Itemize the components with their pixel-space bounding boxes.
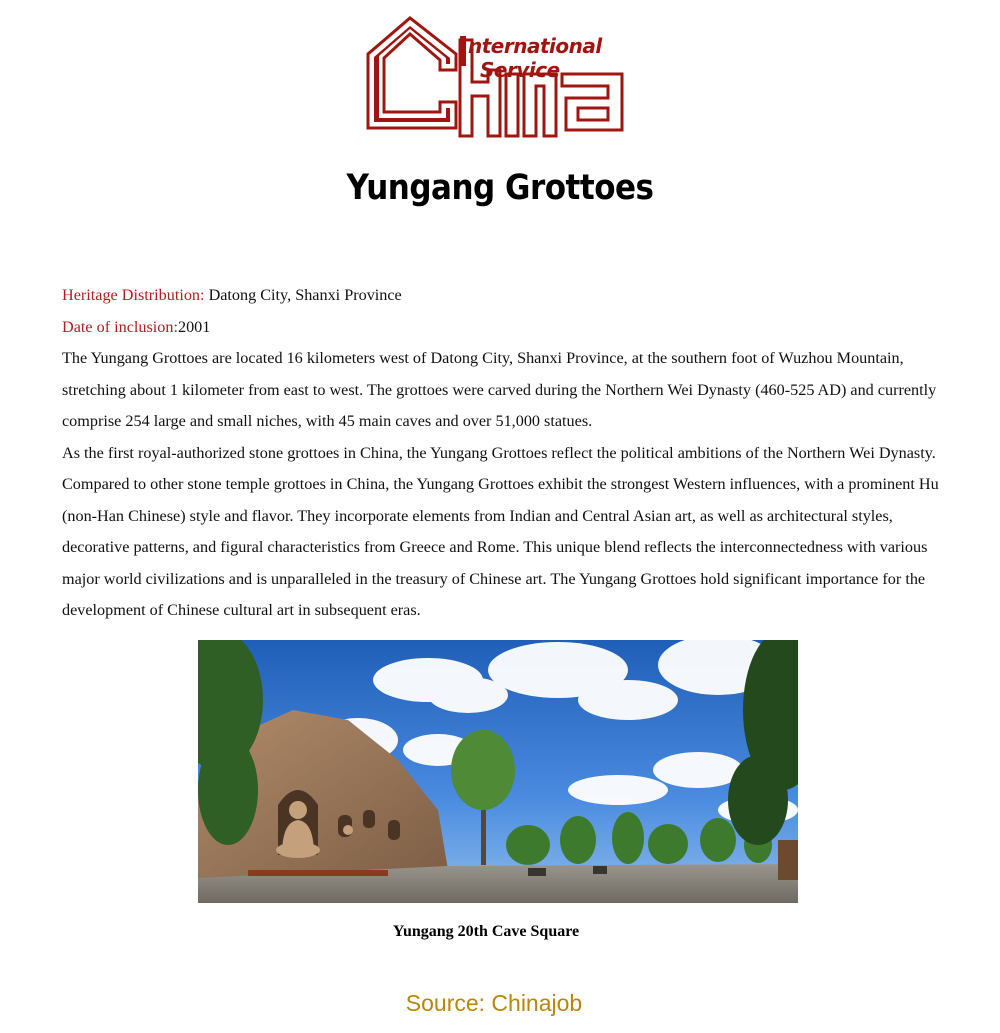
paragraph-location: The Yungang Grottoes are located 16 kilometers west of Datong City, Shanxi Province, at the southern foot of Wuzhou Mountain, stretching about 1 kilometer from east to west. The grottoes were carved during the Northern Wei Dynasty (460-525 AD) and currently comprise 254 large and small niches, with 45 main caves and over 51,000 statues.: [62, 349, 937, 430]
date-of-inclusion-line: [62, 312, 952, 344]
logo-word-service: Service: [480, 58, 560, 82]
photo-caption: Yungang 20th Cave Square: [392, 923, 580, 940]
article-body: [62, 280, 952, 627]
source-credit: Source: Chinajob: [405, 990, 583, 1016]
grottoes-photo: [198, 640, 798, 903]
logo-word-international: nternational: [468, 34, 602, 58]
date-of-inclusion-value: 2001: [177, 317, 211, 336]
date-of-inclusion-label: Date of inclusion:: [62, 317, 178, 336]
china-international-service-logo: [360, 12, 630, 144]
heritage-distribution-value: Datong City, Shanxi Province: [208, 286, 402, 304]
page-title: Yungang Grottoes: [346, 167, 654, 209]
paragraph-significance: As the first royal-authorized stone grottoes in China, the Yungang Grottoes reflect the political ambitions of the Northern Wei Dynasty. Compared to other stone temple grottoes in China, the Yungang Grottoes exhibit the strongest Western influences, with a prominent Hu (non-Han Chinese) style and flavor. They incorporate elements from Indian and Central Asian art, as well as architectural styles, decorative patterns, and figural characteristics from Greece and Rome. This unique blend reflects the interconnectedness with various major world civilizations and is unparalleled in the treasury of Chinese art. The Yungang Grottoes hold significant importance for the development of Chinese cultural art in subsequent eras.: [62, 443, 939, 619]
heritage-distribution-label: Heritage Distribution:: [62, 286, 205, 304]
heritage-distribution-line: [62, 280, 952, 312]
